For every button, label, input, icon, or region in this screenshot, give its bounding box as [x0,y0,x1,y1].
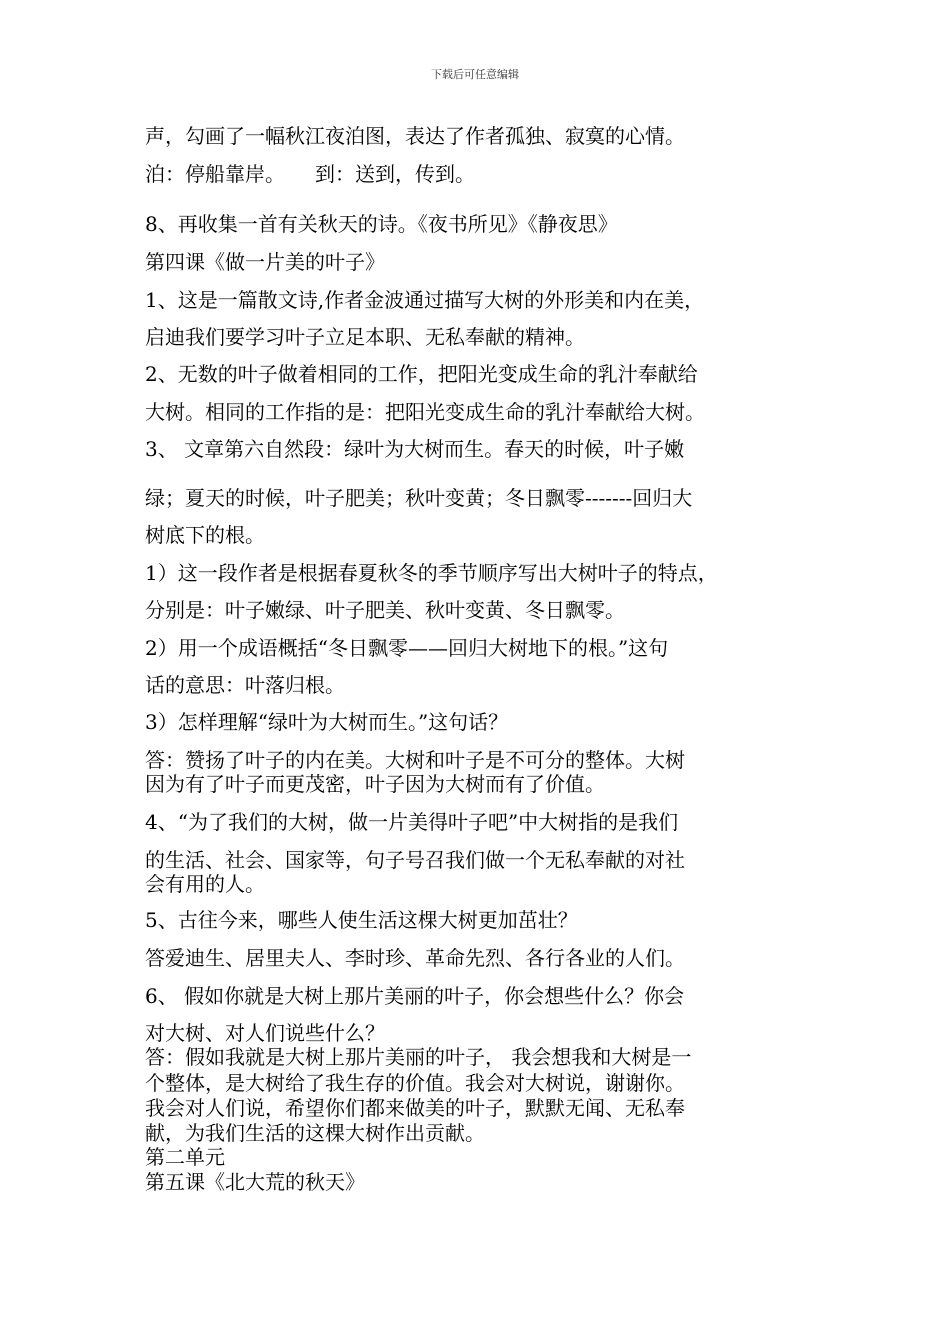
text-line: 因为有了叶子而更茂密，叶子因为大树而有了价值。 [145,772,605,796]
text-line: 2）用一个成语概括“冬日飘零——回归大树地下的根。”这句 [145,636,669,660]
text-line: 树底下的根。 [145,523,265,547]
text-line: 个整体，是大树给了我生存的价值。我会对大树说，谢谢你。 [145,1071,685,1095]
text-line: 献，为我们生活的这棵大树作出贡献。 [145,1121,485,1145]
text-line: 1）这一段作者是根据春夏秋冬的季节顺序写出大树叶子的特点， [145,561,718,585]
text-line: 2、无数的叶子做着相同的工作，把阳光变成生命的乳汁奉献给 [145,362,698,386]
page-header: 下载后可任意编辑 [431,68,519,81]
text-line: 答爱迪生、居里夫人、李时珍、革命先烈、各行各业的人们。 [145,946,685,970]
text-line: 绿；夏天的时候，叶子肥美；秋叶变黄；冬日飘零-------回归大 [145,486,693,510]
text-line: 分别是：叶子嫩绿、叶子肥美、秋叶变黄、冬日飘零。 [145,598,625,622]
text-line: 6、 假如你就是大树上那片美丽的叶子，你会想些什么？你会 [145,984,685,1008]
text-line: 话的意思：叶落归根。 [145,673,345,697]
text-line: 会有用的人。 [145,872,265,896]
text-line: 3）怎样理解“绿叶为大树而生。”这句话？ [145,710,509,734]
text-line: 对大树、对人们说些什么？ [145,1021,385,1045]
text-line: 泊：停船靠岸。 到：送到，传到。 [145,162,475,186]
text-line: 1、这是一篇散文诗,作者金波通过描写大树的外形美和内在美， [145,288,705,312]
text-line: 8、再收集一首有关秋天的诗。《夜书所见》《静夜思》 [145,212,618,236]
text-line: 答：假如我就是大树上那片美丽的叶子， 我会想我和大树是一 [145,1045,692,1069]
text-line: 的生活、社会、国家等，句子号召我们做一个无私奉献的对社 [145,848,685,872]
text-line: 我会对人们说，希望你们都来做美的叶子，默默无闻、无私奉 [145,1096,685,1120]
text-line: 3、 文章第六自然段：绿叶为大树而生。春天的时候，叶子嫩 [145,437,685,461]
text-line: 第四课《做一片美的叶子》 [145,250,385,274]
text-line: 4、“为了我们的大树，做一片美得叶子吧”中大树指的是我们 [145,810,679,834]
text-line: 第五课《北大荒的秋天》 [145,1170,365,1194]
text-line: 启迪我们要学习叶子立足本职、无私奉献的精神。 [145,325,585,349]
text-line: 大树。相同的工作指的是：把阳光变成生命的乳汁奉献给大树。 [145,400,705,424]
text-line: 声，勾画了一幅秋江夜泊图，表达了作者孤独、寂寞的心情。 [145,124,685,148]
text-line: 第二单元 [145,1145,225,1169]
text-line: 5、古往今来，哪些人使生活这棵大树更加茁壮？ [145,908,578,932]
text-line: 答：赞扬了叶子的内在美。大树和叶子是不可分的整体。大树 [145,748,685,772]
